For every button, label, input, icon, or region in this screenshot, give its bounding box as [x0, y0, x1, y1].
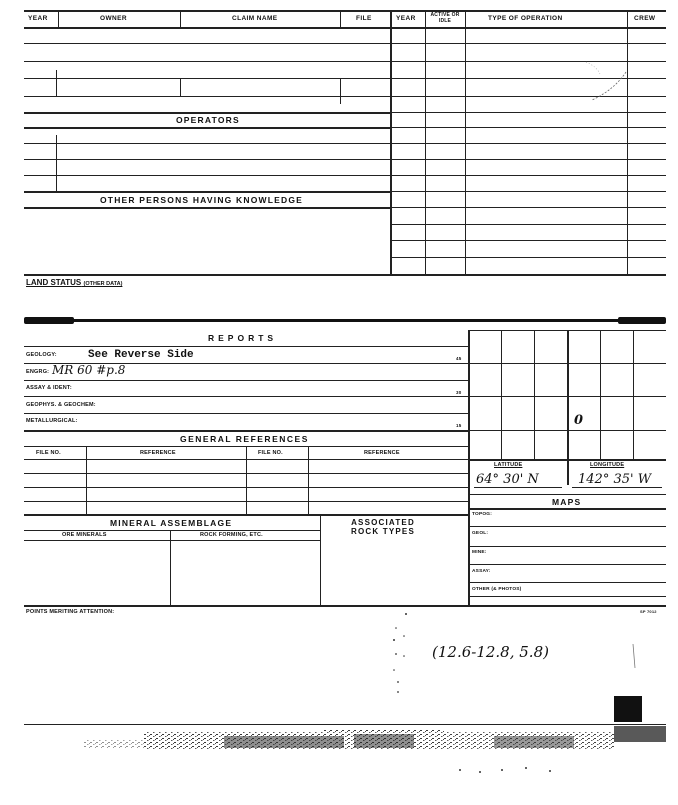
longitude-value: 142° 35' W [578, 472, 652, 487]
longitude-label: LONGITUDE [590, 462, 625, 468]
year-header: YEAR [28, 15, 48, 22]
other-persons-heading: OTHER PERSONS HAVING KNOWLEDGE [100, 195, 304, 205]
geophys-label: GEOPHYS. & GEOCHEM: [26, 402, 96, 408]
form-number: SP 7012 [640, 609, 657, 614]
rock-forming-label: ROCK FORMING, ETC. [200, 532, 263, 538]
maps-heading: MAPS [552, 497, 582, 507]
mineral-assemblage-heading: MINERAL ASSEMBLAGE [110, 518, 233, 528]
crew-header: CREW [634, 15, 656, 22]
ref-file-no-2: FILE NO. [258, 450, 283, 456]
latitude-value: 64° 30' N [476, 472, 539, 487]
file-header: FILE [356, 15, 372, 22]
metallurgical-label: METALLURGICAL: [26, 418, 78, 424]
scale-45: 45 [456, 356, 462, 361]
assay-ident-label: ASSAY & IDENT: [26, 385, 72, 391]
active-idle-header: ACTIVE OR IDLE [430, 12, 460, 24]
scan-speckle-icon [360, 610, 420, 710]
ore-minerals-label: ORE MINERALS [62, 532, 107, 538]
land-status-heading [26, 278, 122, 287]
latitude-label: LATITUDE [494, 462, 523, 468]
pencil-tick-icon [628, 642, 640, 670]
operators-heading: OPERATORS [176, 115, 240, 125]
ref-file-no-1: FILE NO. [36, 450, 61, 456]
maps-other-label: OTHER (& PHOTOS) [472, 587, 522, 592]
associated-rock-types-heading: ASSOCIATED ROCK TYPES [350, 518, 415, 536]
grid-mark: 0 [574, 413, 584, 428]
maps-geol-label: GEOL: [472, 531, 489, 536]
handwritten-annotation: (12.6-12.8, 5.8) [432, 643, 549, 661]
claim-name-header: CLAIM NAME [232, 15, 278, 22]
registration-mark [614, 696, 642, 722]
maps-assay-label: ASSAY: [472, 569, 491, 574]
ref-reference-1: REFERENCE [140, 450, 176, 456]
geology-value: See Reverse Side [88, 349, 194, 361]
maps-mine-label: MINE: [472, 550, 487, 555]
year-header-2: YEAR [396, 15, 416, 22]
pencil-mark-icon [580, 60, 630, 105]
general-references-heading: GENERAL REFERENCES [180, 434, 309, 444]
engrg-label: ENGRG: [26, 369, 50, 375]
land-status-sub: (OTHER DATA) [83, 281, 123, 287]
scan-dots-bottom [440, 764, 580, 778]
scale-15: 15 [456, 423, 462, 428]
reports-heading: REPORTS [208, 333, 278, 343]
engrg-value: MR 60 #p.8 [52, 363, 126, 377]
scan-noise-band [24, 726, 666, 760]
ref-reference-2: REFERENCE [364, 450, 400, 456]
maps-topog-label: TOPOG: [472, 512, 493, 517]
owner-header: OWNER [100, 15, 127, 22]
type-of-operation-header: TYPE OF OPERATION [488, 15, 563, 22]
geology-label: GEOLOGY: [26, 352, 57, 358]
scale-30: 30 [456, 390, 462, 395]
land-status-label: LAND STATUS [26, 278, 82, 287]
points-meriting-heading: POINTS MERITING ATTENTION: [26, 609, 115, 615]
